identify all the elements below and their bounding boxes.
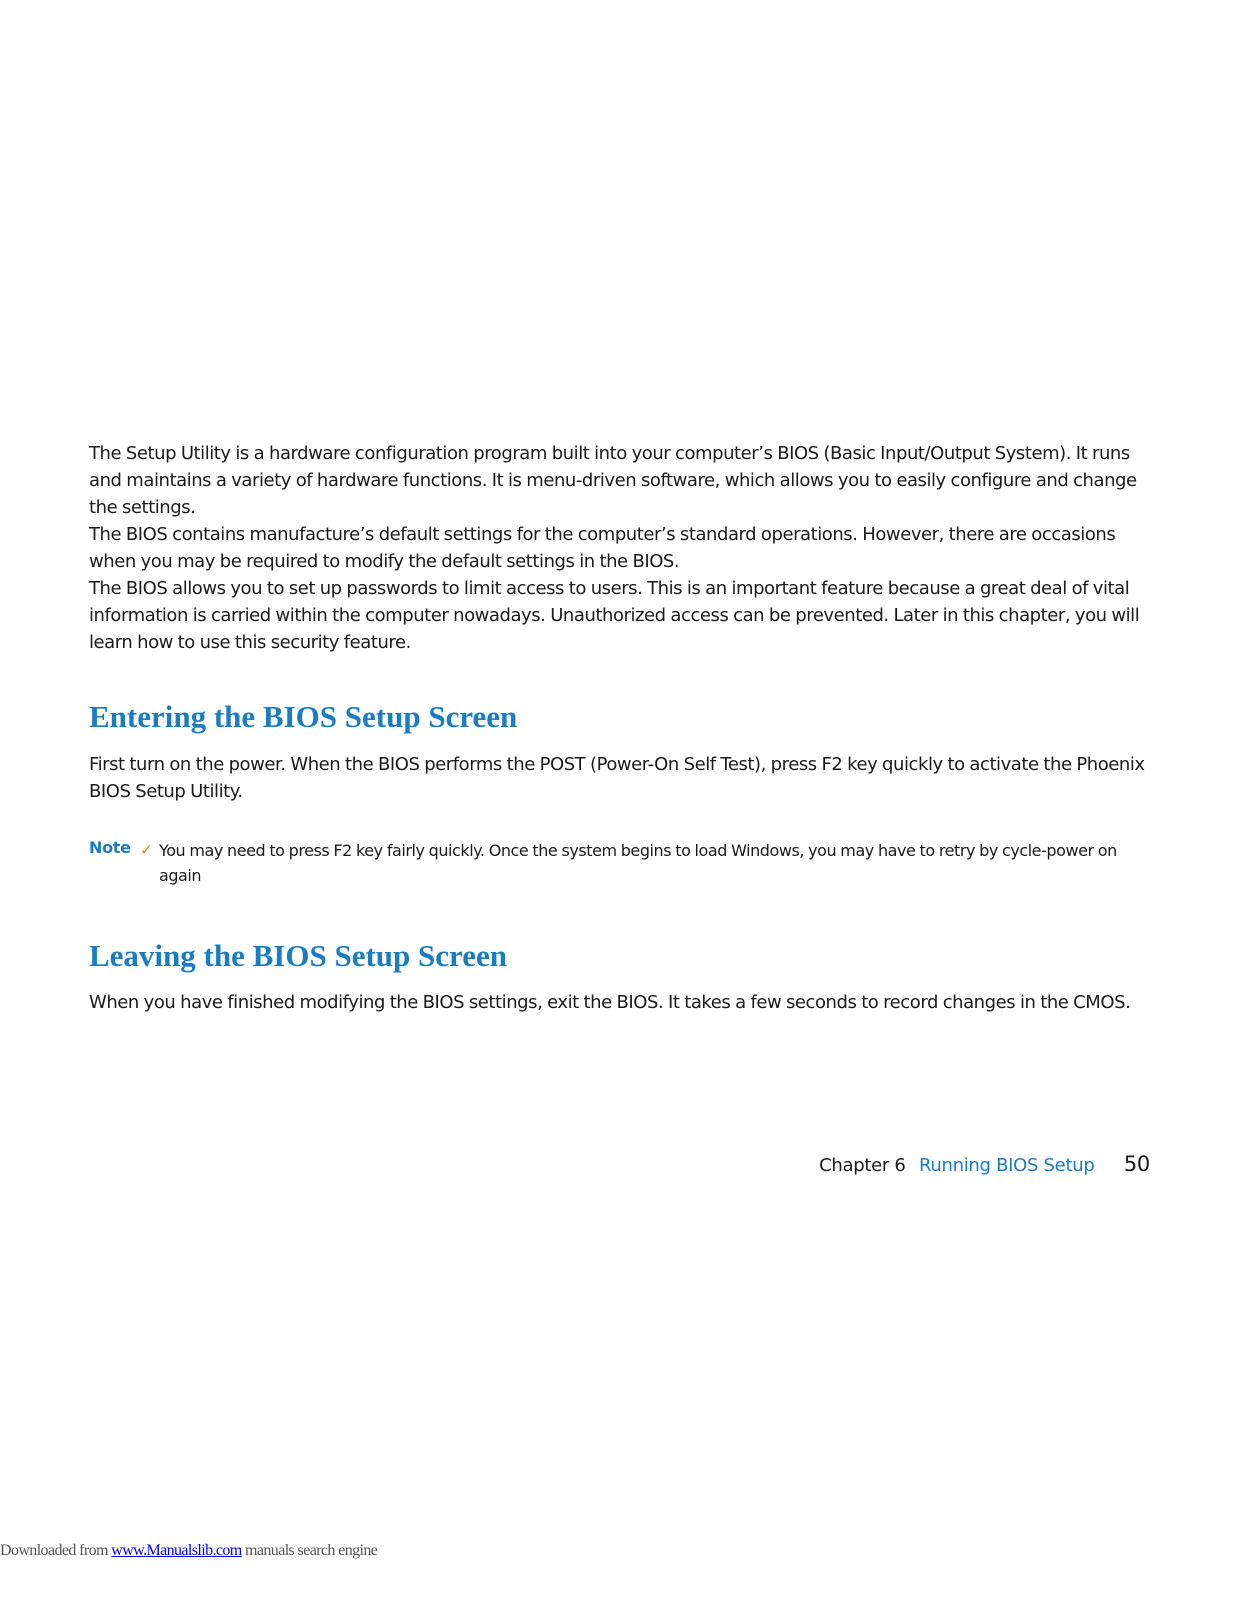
section-heading-leaving: Leaving the BIOS Setup Screen	[89, 938, 507, 973]
note-label: Note	[89, 838, 131, 857]
footer-section-title: Running BIOS Setup	[919, 1155, 1095, 1176]
intro-paragraph: The Setup Utility is a hardware configuration program built into your computer’s BIOS (Basic Input/Output System). It runs and maintains a variety of hardware functions. It is menu-driven software, which allows you to easily configure and change the settings.	[89, 443, 1137, 518]
intro-paragraph: The BIOS allows you to set up passwords to limit access to users. This is an important feature because a great deal of vital information is carried within the computer nowadays. Unauthorized access can be prevented. Later in this chapter, you will learn how to use this security feature.	[89, 578, 1140, 653]
section-body-entering: First turn on the power. When the BIOS performs the POST (Power-On Self Test), press F2 key quickly to activate the Phoenix BIOS Setup Utility.	[89, 754, 1145, 802]
download-prefix: Downloaded from	[0, 1542, 112, 1559]
intro-text	[89, 440, 1149, 656]
note-box	[89, 836, 1149, 896]
section-heading-entering: Entering the BIOS Setup Screen	[89, 699, 518, 734]
note-text: You may need to press F2 key fairly quickly. Once the system begins to load Windows, you may have to retry by cycle-power on again	[159, 841, 1117, 885]
footer-chapter: Chapter 6	[819, 1155, 906, 1176]
download-suffix: manuals search engine	[241, 1542, 378, 1559]
download-banner	[0, 1540, 377, 1562]
page-footer	[819, 1150, 1150, 1180]
section-body-leaving: When you have finished modifying the BIOS settings, exit the BIOS. It takes a few seconds to record changes in the CMOS.	[89, 992, 1131, 1013]
intro-paragraph: The BIOS contains manufacture’s default settings for the computer’s standard operations. However, there are occasions when you may be required to modify the default settings in the BIOS.	[89, 524, 1116, 572]
manualslib-link[interactable]: www.Manualslib.com	[111, 1542, 242, 1559]
checkmark-icon: ✓	[140, 841, 153, 859]
page-number: 50	[1123, 1152, 1150, 1176]
